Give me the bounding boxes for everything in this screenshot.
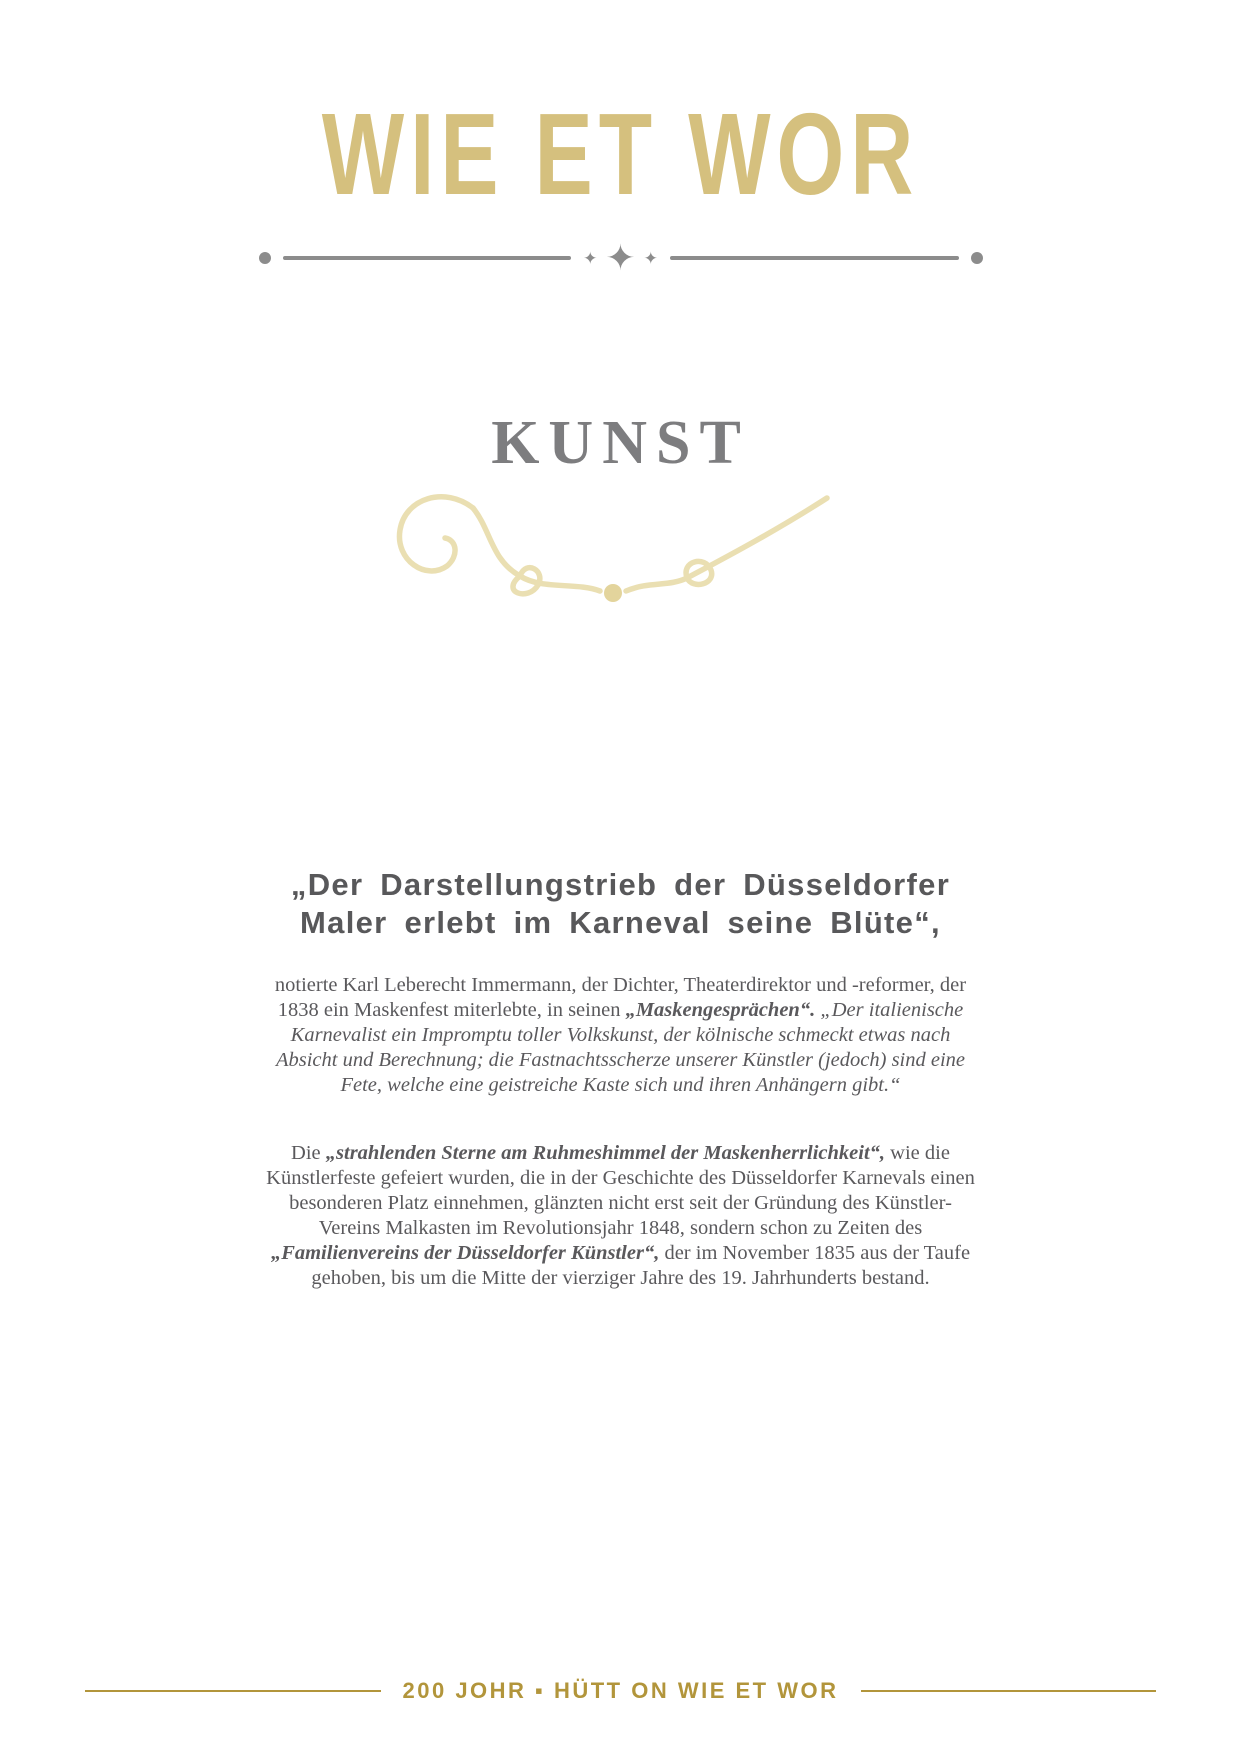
paragraph-2-segment-quote: „Familienvereins der Düsseldorfer Künstler“,: [270, 1241, 660, 1264]
page-footer: [0, 1678, 1241, 1704]
divider-dot-left-icon: [259, 252, 271, 264]
ornamental-divider: [259, 238, 983, 278]
paragraph-1-segment-citation: „Der italienische Karnevalist ein Impromptu toller Volkskunst, der kölnische schmeckt etwas nach Absicht und Berechnung; die Fastnachtsscherze unserer Künstler (jedoch) sind eine Fete, welche eine geistreiche Kaste sich und ihren Anhängern gibt.“: [275, 998, 966, 1096]
paragraph-2: [265, 1141, 977, 1291]
divider-dot-right-icon: [971, 252, 983, 264]
paragraph-1-segment: notierte Karl Leberecht Immermann, der Dichter, Theaterdirektor und -reformer, der 1838 ein Maskenfest miterlebte, in seinen: [274, 973, 967, 1021]
footer-text: 200 JOHR ▪ HÜTT ON WIE ET WOR: [402, 1678, 839, 1703]
star-large-icon: ✦: [605, 237, 636, 278]
divider-rule-right: [670, 256, 959, 260]
chapter-title: KUNST: [491, 409, 750, 477]
footer-rule-right: [861, 1690, 1157, 1692]
article-headline: [0, 866, 1241, 942]
star-small-right-icon: ✦: [643, 248, 658, 268]
headline-line-1: „Der Darstellungstrieb der Düsseldorfer: [290, 867, 951, 902]
divider-rule-left: [283, 256, 572, 260]
paragraph-2-segment: wie die Künstlerfeste gefeiert wurden, die in der Geschichte des Düsseldorfer Karnevals einen besonderen Platz einnehmen, glänzten nicht erst seit der Gründung des Künstler-Vereins Malkasten im Revolutionsjahr 1848, sondern schon zu Zeiten des: [266, 1141, 975, 1239]
masthead-title: WIE ET WOR: [321, 89, 920, 220]
star-small-left-icon: ✦: [583, 248, 598, 268]
paragraph-2-segment-quote: „strahlenden Sterne am Ruhmeshimmel der Maskenherrlichkeit“,: [325, 1141, 886, 1164]
paragraph-1: [265, 973, 977, 1098]
footer-rule-left: [85, 1690, 381, 1692]
headline-line-2: Maler erlebt im Karneval seine Blüte“,: [300, 905, 941, 940]
paragraph-1-segment-quote: „Maskengesprächen“.: [625, 998, 816, 1021]
paragraph-2-segment: der im November 1835 aus der Taufe gehoben, bis um die Mitte der vierziger Jahre des 19. Jahrhunderts bestand.: [311, 1241, 971, 1289]
flourish-ornament-icon: [379, 492, 849, 604]
paragraph-2-segment: Die: [291, 1141, 321, 1164]
